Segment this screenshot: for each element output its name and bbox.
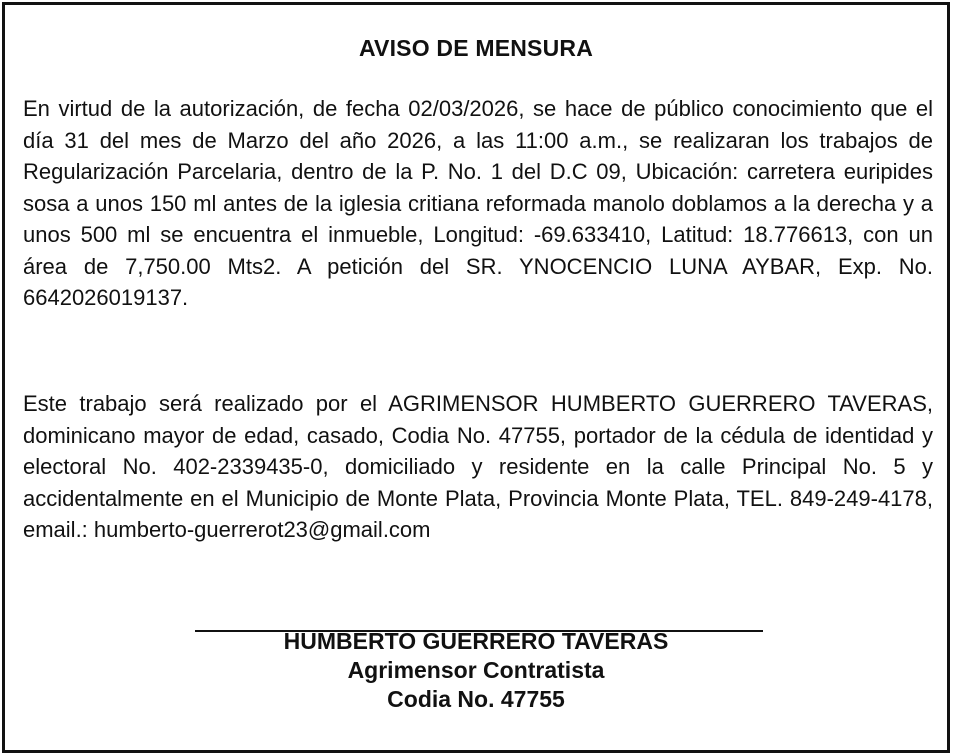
signature-block	[5, 627, 947, 714]
notice-paragraph-surveyor: Este trabajo será realizado por el AGRIMENSOR HUMBERTO GUERRERO TAVERAS, dominicano mayor de edad, casado, Codia No. 47755, portador de la cédula de identidad y electoral No. 402-2339435-0, domiciliado y residente en la calle Principal No. 5 y accidentalmente en el Municipio de Monte Plata, Provincia Monte Plata, TEL. 849-249-4178, email.: humberto-guerrerot23@gmail.com	[23, 391, 933, 542]
notice-frame	[2, 2, 950, 753]
signature-name: HUMBERTO GUERRERO TAVERAS	[283, 628, 669, 654]
notice-paragraph-authorization: En virtud de la autorización, de fecha 02/03/2026, se hace de público conocimiento que el día 31 del mes de Marzo del año 2026, a las 11:00 a.m., se realizaran los trabajos de Regularización Parcelaria, dentro de la P. No. 1 del D.C 09, Ubicación: carretera euripides sosa a unos 150 ml antes de la iglesia critiana reformada manolo doblamos a la derecha y a unos 500 ml se encuentra el inmueble, Longitud: -69.633410, Latitud: 18.776613, con un área de 7,750.00 Mts2. A petición del SR. YNOCENCIO LUNA AYBAR, Exp. No. 6642026019137.	[23, 96, 933, 310]
signature-role: Agrimensor Contratista	[347, 657, 605, 683]
signature-codia: Codia No. 47755	[387, 686, 565, 712]
notice-title: AVISO DE MENSURA	[358, 35, 594, 61]
